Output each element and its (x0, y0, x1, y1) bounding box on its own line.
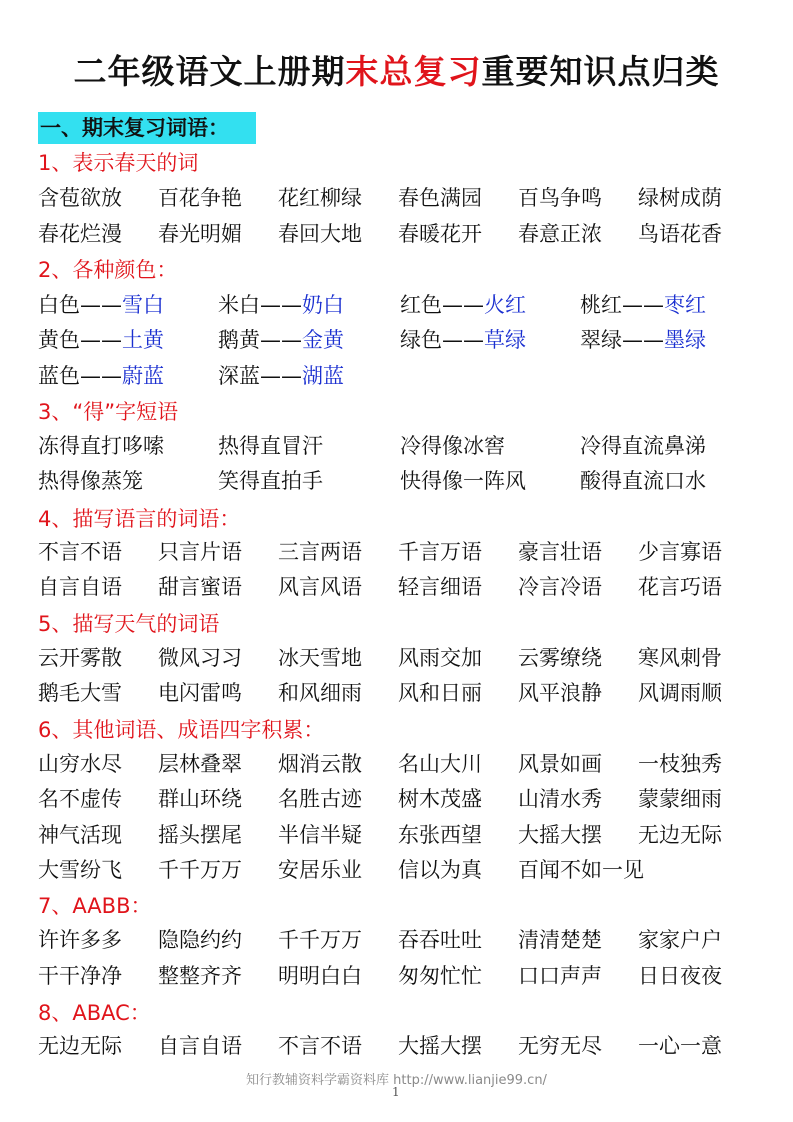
word-item: 群山环绕 (158, 787, 242, 811)
word-item: 山清水秀 (518, 787, 602, 811)
word-item: 许许多多 (38, 928, 122, 952)
word-item: 冰天雪地 (278, 646, 362, 670)
title-part-3: 重要知识点归类 (481, 52, 720, 91)
word-item: 春暖花开 (398, 222, 482, 246)
word-item: 电闪雷鸣 (158, 681, 242, 705)
word-item: 冷得直流鼻涕 (580, 434, 706, 458)
word-item: 蒙蒙细雨 (638, 787, 722, 811)
word-item: 名山大川 (398, 752, 482, 776)
word-item: 不言不语 (278, 1034, 362, 1058)
word-item: 神气活现 (38, 823, 122, 847)
color-base: 黄色—— (38, 328, 122, 352)
word-item: 层林叠翠 (158, 752, 242, 776)
main-heading: 一、期末复习词语： (38, 112, 256, 144)
color-shade: 雪白 (122, 293, 164, 317)
color-pair (580, 290, 706, 320)
color-base: 绿色—— (400, 328, 484, 352)
word-item: 微风习习 (158, 646, 242, 670)
color-shade: 土黄 (122, 328, 164, 352)
word-item: 大摇大摆 (518, 823, 602, 847)
word-item: 酸得直流口水 (580, 469, 706, 493)
color-pair (400, 290, 526, 320)
word-item: 树木茂盛 (398, 787, 482, 811)
word-item: 春意正浓 (518, 222, 602, 246)
word-item: 风言风语 (278, 575, 362, 599)
color-pair (38, 290, 164, 320)
word-item: 整整齐齐 (158, 964, 242, 988)
word-item: 一心一意 (638, 1034, 722, 1058)
word-item: 清清楚楚 (518, 928, 602, 952)
color-base: 米白—— (218, 293, 302, 317)
title-part-1: 二年级语文上册期 (73, 52, 346, 91)
color-pair (38, 361, 164, 391)
word-item: 轻言细语 (398, 575, 482, 599)
color-pair (38, 325, 164, 355)
color-shade: 墨绿 (664, 328, 706, 352)
word-item: 信以为真 (398, 858, 482, 882)
word-item: 春光明媚 (158, 222, 242, 246)
color-base: 深蓝—— (218, 364, 302, 388)
color-shade: 枣红 (664, 293, 706, 317)
color-pair (218, 290, 344, 320)
section-heading-idioms: 6、其他词语、成语四字积累： (38, 718, 325, 742)
word-item: 东张西望 (398, 823, 482, 847)
word-item: 鸟语花香 (638, 222, 722, 246)
word-item: 风和日丽 (398, 681, 482, 705)
word-item: 百花争艳 (158, 186, 242, 210)
word-item: 家家户户 (638, 928, 722, 952)
color-base: 红色—— (400, 293, 484, 317)
title-part-2-highlight: 末总复习 (345, 52, 482, 91)
word-item: 名不虚传 (38, 787, 122, 811)
word-item: 甜言蜜语 (158, 575, 242, 599)
page-title (0, 46, 793, 93)
word-item: 口口声声 (518, 964, 602, 988)
word-item: 千千万万 (158, 858, 242, 882)
word-item: 风调雨顺 (638, 681, 722, 705)
word-item: 和风细雨 (278, 681, 362, 705)
word-item: 大雪纷飞 (38, 858, 122, 882)
word-item: 匆匆忙忙 (398, 964, 482, 988)
section-heading-aabb: 7、AABB： (38, 894, 152, 918)
word-item: 热得直冒汗 (218, 434, 323, 458)
section-heading-colors: 2、各种颜色： (38, 258, 178, 282)
color-base: 白色—— (38, 293, 122, 317)
color-pair (218, 325, 344, 355)
word-item: 一枝独秀 (638, 752, 722, 776)
word-item: 无边无际 (638, 823, 722, 847)
color-base: 翠绿—— (580, 328, 664, 352)
word-item: 只言片语 (158, 540, 242, 564)
word-item: 鹅毛大雪 (38, 681, 122, 705)
word-item: 大摇大摆 (398, 1034, 482, 1058)
word-item: 山穷水尽 (38, 752, 122, 776)
section-heading-spring: 1、表示春天的词 (38, 151, 199, 175)
word-item: 安居乐业 (278, 858, 362, 882)
word-item: 隐隐约约 (158, 928, 242, 952)
word-item: 明明白白 (278, 964, 362, 988)
word-item: 冻得直打哆嗦 (38, 434, 164, 458)
color-base: 鹅黄—— (218, 328, 302, 352)
color-shade: 火红 (484, 293, 526, 317)
word-item: 花红柳绿 (278, 186, 362, 210)
word-item: 烟消云散 (278, 752, 362, 776)
word-item: 少言寡语 (638, 540, 722, 564)
footer-watermark: 知行教辅资料学霸资料库 http://www.lianjie99.cn/ (246, 1073, 547, 1088)
word-item: 吞吞吐吐 (398, 928, 482, 952)
word-item: 冷言冷语 (518, 575, 602, 599)
word-item: 春花烂漫 (38, 222, 122, 246)
section-heading-weather: 5、描写天气的词语 (38, 612, 220, 636)
word-item: 千千万万 (278, 928, 362, 952)
section-heading-abac: 8、ABAC： (38, 1001, 151, 1025)
color-pair (400, 325, 526, 355)
color-shade: 蔚蓝 (122, 364, 164, 388)
word-item: 含苞欲放 (38, 186, 122, 210)
word-item: 冷得像冰窖 (400, 434, 505, 458)
color-shade: 草绿 (484, 328, 526, 352)
word-item: 云开雾散 (38, 646, 122, 670)
word-item: 百闻不如一见 (518, 858, 644, 882)
word-item: 半信半疑 (278, 823, 362, 847)
word-item: 自言自语 (38, 575, 122, 599)
word-item: 自言自语 (158, 1034, 242, 1058)
color-base: 桃红—— (580, 293, 664, 317)
word-item: 绿树成荫 (638, 186, 722, 210)
word-item: 无穷无尽 (518, 1034, 602, 1058)
word-item: 千言万语 (398, 540, 482, 564)
word-item: 春色满园 (398, 186, 482, 210)
word-item: 云雾缭绕 (518, 646, 602, 670)
section-heading-de-phrases: 3、“得”字短语 (38, 400, 179, 424)
word-item: 名胜古迹 (278, 787, 362, 811)
page-number: 1 (392, 1085, 400, 1099)
color-pair (218, 361, 344, 391)
word-item: 风平浪静 (518, 681, 602, 705)
word-item: 干干净净 (38, 964, 122, 988)
word-item: 摇头摆尾 (158, 823, 242, 847)
word-item: 三言两语 (278, 540, 362, 564)
word-item: 春回大地 (278, 222, 362, 246)
word-item: 日日夜夜 (638, 964, 722, 988)
word-item: 风景如画 (518, 752, 602, 776)
color-shade: 奶白 (302, 293, 344, 317)
word-item: 快得像一阵风 (400, 469, 526, 493)
word-item: 无边无际 (38, 1034, 122, 1058)
word-item: 豪言壮语 (518, 540, 602, 564)
word-item: 寒风刺骨 (638, 646, 722, 670)
word-item: 热得像蒸笼 (38, 469, 143, 493)
section-heading-language: 4、描写语言的词语： (38, 507, 241, 531)
color-shade: 湖蓝 (302, 364, 344, 388)
color-pair (580, 325, 706, 355)
color-base: 蓝色—— (38, 364, 122, 388)
color-shade: 金黄 (302, 328, 344, 352)
word-item: 风雨交加 (398, 646, 482, 670)
word-item: 不言不语 (38, 540, 122, 564)
word-item: 笑得直拍手 (218, 469, 323, 493)
word-item: 百鸟争鸣 (518, 186, 602, 210)
word-item: 花言巧语 (638, 575, 722, 599)
